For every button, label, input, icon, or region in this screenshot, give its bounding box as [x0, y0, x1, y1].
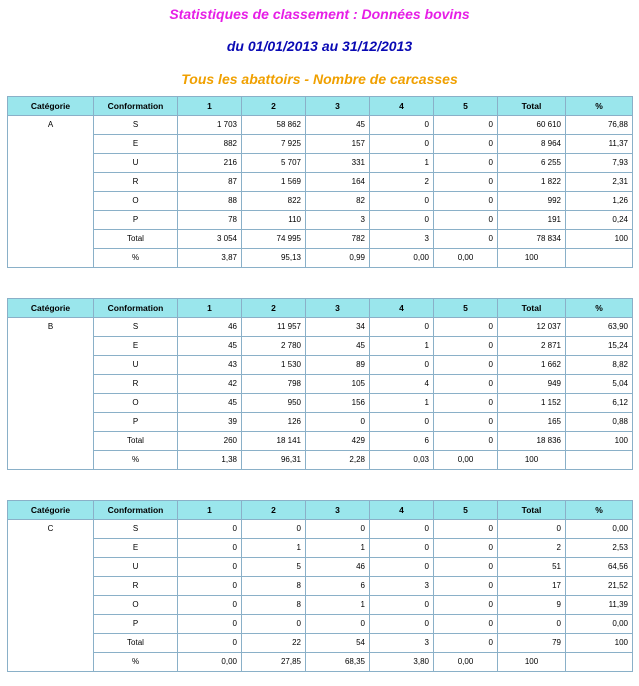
- value-cell: 46: [306, 558, 370, 577]
- conformation-cell: Total: [94, 634, 178, 653]
- total-row: [8, 230, 633, 249]
- value-cell: 1 703: [178, 116, 242, 135]
- table-row: [8, 356, 633, 375]
- category-cell: [8, 451, 94, 470]
- value-cell: 0,00: [434, 249, 498, 268]
- value-cell: 6: [306, 577, 370, 596]
- stats-table-category-b: [7, 298, 633, 470]
- value-cell: 0,99: [306, 249, 370, 268]
- value-cell: 58 862: [242, 116, 306, 135]
- table-header-row: [8, 97, 633, 116]
- category-cell: [8, 634, 94, 653]
- value-cell: 0: [434, 413, 498, 432]
- value-cell: 0: [434, 230, 498, 249]
- value-cell: 82: [306, 192, 370, 211]
- total-cell: 79: [498, 634, 566, 653]
- value-cell: 216: [178, 154, 242, 173]
- value-cell: 3 054: [178, 230, 242, 249]
- category-cell: A: [8, 116, 94, 135]
- column-header: 4: [370, 299, 434, 318]
- table-header-row: [8, 501, 633, 520]
- value-cell: 43: [178, 356, 242, 375]
- conformation-cell: S: [94, 520, 178, 539]
- value-cell: 45: [178, 337, 242, 356]
- total-cell: 2 871: [498, 337, 566, 356]
- value-cell: 1: [242, 539, 306, 558]
- total-cell: 949: [498, 375, 566, 394]
- value-cell: 0: [370, 539, 434, 558]
- conformation-cell: P: [94, 211, 178, 230]
- value-cell: 0: [434, 615, 498, 634]
- column-header: Total: [498, 501, 566, 520]
- value-cell: 0: [434, 135, 498, 154]
- value-cell: 3: [370, 230, 434, 249]
- stats-table-category-a: [7, 96, 633, 268]
- column-header: 2: [242, 299, 306, 318]
- value-cell: 11 957: [242, 318, 306, 337]
- conformation-cell: U: [94, 558, 178, 577]
- value-cell: 0: [434, 520, 498, 539]
- conformation-cell: Total: [94, 230, 178, 249]
- table-row: [8, 211, 633, 230]
- table-row: [8, 337, 633, 356]
- percent-cell: 0,00: [566, 615, 633, 634]
- value-cell: 4: [370, 375, 434, 394]
- percent-cell: 11,39: [566, 596, 633, 615]
- category-cell: [8, 249, 94, 268]
- value-cell: 0: [434, 192, 498, 211]
- column-header: Conformation: [94, 501, 178, 520]
- conformation-cell: E: [94, 337, 178, 356]
- table-row: [8, 520, 633, 539]
- value-cell: 260: [178, 432, 242, 451]
- total-cell: 165: [498, 413, 566, 432]
- value-cell: 0: [434, 394, 498, 413]
- value-cell: 0: [370, 356, 434, 375]
- value-cell: 0: [178, 558, 242, 577]
- value-cell: 0: [434, 337, 498, 356]
- table-row: [8, 539, 633, 558]
- value-cell: 0: [434, 356, 498, 375]
- column-header: Catégorie: [8, 501, 94, 520]
- value-cell: 0,00: [370, 249, 434, 268]
- percent-cell: [566, 451, 633, 470]
- category-cell: [8, 577, 94, 596]
- value-cell: 1: [306, 539, 370, 558]
- column-header: 5: [434, 97, 498, 116]
- percent-cell: 5,04: [566, 375, 633, 394]
- value-cell: 0: [370, 135, 434, 154]
- category-cell: [8, 356, 94, 375]
- value-cell: 3: [370, 634, 434, 653]
- value-cell: 0: [370, 615, 434, 634]
- percent-cell: 0,88: [566, 413, 633, 432]
- value-cell: 0: [370, 413, 434, 432]
- value-cell: 0: [306, 520, 370, 539]
- conformation-cell: R: [94, 577, 178, 596]
- value-cell: 0: [370, 192, 434, 211]
- value-cell: 74 995: [242, 230, 306, 249]
- table-row: [8, 413, 633, 432]
- percent-cell: 2,53: [566, 539, 633, 558]
- conformation-cell: %: [94, 653, 178, 672]
- value-cell: 157: [306, 135, 370, 154]
- total-cell: 9: [498, 596, 566, 615]
- value-cell: 3,87: [178, 249, 242, 268]
- column-header: Conformation: [94, 299, 178, 318]
- percent-row: [8, 249, 633, 268]
- value-cell: 0: [306, 615, 370, 634]
- value-cell: 0: [178, 520, 242, 539]
- column-header: %: [566, 501, 633, 520]
- value-cell: 882: [178, 135, 242, 154]
- value-cell: 18 141: [242, 432, 306, 451]
- category-cell: [8, 192, 94, 211]
- percent-cell: 1,26: [566, 192, 633, 211]
- value-cell: 1,38: [178, 451, 242, 470]
- value-cell: 0: [242, 615, 306, 634]
- category-cell: [8, 539, 94, 558]
- value-cell: 22: [242, 634, 306, 653]
- value-cell: 331: [306, 154, 370, 173]
- value-cell: 0: [178, 634, 242, 653]
- category-cell: [8, 413, 94, 432]
- percent-cell: [566, 653, 633, 672]
- value-cell: 1 530: [242, 356, 306, 375]
- conformation-cell: E: [94, 539, 178, 558]
- conformation-cell: O: [94, 596, 178, 615]
- total-cell: 100: [498, 451, 566, 470]
- value-cell: 34: [306, 318, 370, 337]
- percent-row: [8, 653, 633, 672]
- total-cell: 100: [498, 249, 566, 268]
- category-cell: [8, 394, 94, 413]
- table-row: [8, 192, 633, 211]
- percent-cell: 7,93: [566, 154, 633, 173]
- table-row: [8, 394, 633, 413]
- conformation-cell: P: [94, 615, 178, 634]
- value-cell: 0: [434, 211, 498, 230]
- value-cell: 87: [178, 173, 242, 192]
- value-cell: 8: [242, 596, 306, 615]
- value-cell: 6: [370, 432, 434, 451]
- value-cell: 798: [242, 375, 306, 394]
- table-row: [8, 116, 633, 135]
- percent-cell: 2,31: [566, 173, 633, 192]
- total-cell: 0: [498, 520, 566, 539]
- column-header: 1: [178, 299, 242, 318]
- conformation-cell: Total: [94, 432, 178, 451]
- total-cell: 51: [498, 558, 566, 577]
- value-cell: 8: [242, 577, 306, 596]
- value-cell: 0: [434, 539, 498, 558]
- table-row: [8, 135, 633, 154]
- value-cell: 782: [306, 230, 370, 249]
- column-header: 4: [370, 501, 434, 520]
- value-cell: 3,80: [370, 653, 434, 672]
- column-header: Conformation: [94, 97, 178, 116]
- conformation-cell: E: [94, 135, 178, 154]
- table-row: [8, 596, 633, 615]
- value-cell: 0: [242, 520, 306, 539]
- category-cell: [8, 230, 94, 249]
- value-cell: 54: [306, 634, 370, 653]
- value-cell: 96,31: [242, 451, 306, 470]
- column-header: 5: [434, 299, 498, 318]
- category-cell: [8, 653, 94, 672]
- table-header-row: [8, 299, 633, 318]
- total-cell: 1 152: [498, 394, 566, 413]
- value-cell: 2 780: [242, 337, 306, 356]
- value-cell: 0: [434, 596, 498, 615]
- percent-row: [8, 451, 633, 470]
- value-cell: 0: [178, 615, 242, 634]
- category-cell: B: [8, 318, 94, 337]
- value-cell: 0: [434, 577, 498, 596]
- table-row: [8, 375, 633, 394]
- total-cell: 60 610: [498, 116, 566, 135]
- value-cell: 0: [370, 558, 434, 577]
- value-cell: 68,35: [306, 653, 370, 672]
- percent-cell: 15,24: [566, 337, 633, 356]
- table-row: [8, 154, 633, 173]
- percent-cell: 11,37: [566, 135, 633, 154]
- value-cell: 89: [306, 356, 370, 375]
- value-cell: 0: [434, 154, 498, 173]
- value-cell: 0: [434, 375, 498, 394]
- total-cell: 18 836: [498, 432, 566, 451]
- total-row: [8, 432, 633, 451]
- value-cell: 39: [178, 413, 242, 432]
- category-cell: [8, 432, 94, 451]
- total-cell: 6 255: [498, 154, 566, 173]
- value-cell: 1: [370, 154, 434, 173]
- percent-cell: 63,90: [566, 318, 633, 337]
- percent-cell: 8,82: [566, 356, 633, 375]
- table-row: [8, 318, 633, 337]
- column-header: 3: [306, 501, 370, 520]
- percent-cell: 100: [566, 230, 633, 249]
- value-cell: 42: [178, 375, 242, 394]
- column-header: 3: [306, 299, 370, 318]
- value-cell: 110: [242, 211, 306, 230]
- total-cell: 191: [498, 211, 566, 230]
- percent-cell: 76,88: [566, 116, 633, 135]
- total-cell: 1 662: [498, 356, 566, 375]
- value-cell: 0: [434, 116, 498, 135]
- percent-cell: 64,56: [566, 558, 633, 577]
- column-header: 1: [178, 501, 242, 520]
- conformation-cell: O: [94, 394, 178, 413]
- category-cell: [8, 135, 94, 154]
- value-cell: 156: [306, 394, 370, 413]
- value-cell: 95,13: [242, 249, 306, 268]
- total-row: [8, 634, 633, 653]
- value-cell: 3: [370, 577, 434, 596]
- category-cell: [8, 375, 94, 394]
- total-cell: 1 822: [498, 173, 566, 192]
- table-row: [8, 558, 633, 577]
- category-cell: [8, 154, 94, 173]
- total-cell: 78 834: [498, 230, 566, 249]
- value-cell: 3: [306, 211, 370, 230]
- category-cell: C: [8, 520, 94, 539]
- value-cell: 0: [178, 596, 242, 615]
- value-cell: 7 925: [242, 135, 306, 154]
- report-period: du 01/01/2013 au 31/12/2013: [226, 38, 413, 54]
- value-cell: 126: [242, 413, 306, 432]
- value-cell: 0: [434, 558, 498, 577]
- report-subtitle: Tous les abattoirs - Nombre de carcasses: [181, 71, 458, 87]
- value-cell: 27,85: [242, 653, 306, 672]
- value-cell: 1: [370, 394, 434, 413]
- column-header: 2: [242, 501, 306, 520]
- total-cell: 2: [498, 539, 566, 558]
- value-cell: 0: [434, 318, 498, 337]
- conformation-cell: O: [94, 192, 178, 211]
- value-cell: 1 569: [242, 173, 306, 192]
- value-cell: 0: [434, 432, 498, 451]
- column-header: 4: [370, 97, 434, 116]
- conformation-cell: S: [94, 318, 178, 337]
- value-cell: 78: [178, 211, 242, 230]
- total-cell: 17: [498, 577, 566, 596]
- percent-cell: 100: [566, 432, 633, 451]
- column-header: Catégorie: [8, 299, 94, 318]
- column-header: 2: [242, 97, 306, 116]
- value-cell: 0,00: [434, 451, 498, 470]
- conformation-cell: P: [94, 413, 178, 432]
- value-cell: 1: [306, 596, 370, 615]
- value-cell: 46: [178, 318, 242, 337]
- percent-cell: 0,00: [566, 520, 633, 539]
- value-cell: 429: [306, 432, 370, 451]
- table-row: [8, 615, 633, 634]
- conformation-cell: R: [94, 173, 178, 192]
- value-cell: 164: [306, 173, 370, 192]
- percent-cell: 6,12: [566, 394, 633, 413]
- value-cell: 0: [306, 413, 370, 432]
- column-header: %: [566, 299, 633, 318]
- value-cell: 0,00: [434, 653, 498, 672]
- column-header: %: [566, 97, 633, 116]
- column-header: 1: [178, 97, 242, 116]
- table-row: [8, 577, 633, 596]
- category-cell: [8, 558, 94, 577]
- value-cell: 0: [178, 539, 242, 558]
- value-cell: 0: [370, 116, 434, 135]
- value-cell: 822: [242, 192, 306, 211]
- value-cell: 0: [370, 596, 434, 615]
- value-cell: 1: [370, 337, 434, 356]
- value-cell: 45: [178, 394, 242, 413]
- table-row: [8, 173, 633, 192]
- stats-table-category-c: [7, 500, 633, 672]
- value-cell: 5 707: [242, 154, 306, 173]
- total-cell: 0: [498, 615, 566, 634]
- value-cell: 5: [242, 558, 306, 577]
- value-cell: 2: [370, 173, 434, 192]
- category-cell: [8, 596, 94, 615]
- conformation-cell: R: [94, 375, 178, 394]
- value-cell: 105: [306, 375, 370, 394]
- total-cell: 100: [498, 653, 566, 672]
- value-cell: 0,03: [370, 451, 434, 470]
- value-cell: 0,00: [178, 653, 242, 672]
- value-cell: 45: [306, 337, 370, 356]
- value-cell: 45: [306, 116, 370, 135]
- value-cell: 0: [178, 577, 242, 596]
- column-header: 5: [434, 501, 498, 520]
- value-cell: 950: [242, 394, 306, 413]
- value-cell: 0: [434, 634, 498, 653]
- category-cell: [8, 337, 94, 356]
- percent-cell: [566, 249, 633, 268]
- report-title: Statistiques de classement : Données bovins: [169, 6, 470, 22]
- column-header: Catégorie: [8, 97, 94, 116]
- percent-cell: 21,52: [566, 577, 633, 596]
- value-cell: 0: [370, 520, 434, 539]
- column-header: Total: [498, 97, 566, 116]
- value-cell: 88: [178, 192, 242, 211]
- conformation-cell: S: [94, 116, 178, 135]
- column-header: Total: [498, 299, 566, 318]
- percent-cell: 0,24: [566, 211, 633, 230]
- category-cell: [8, 173, 94, 192]
- category-cell: [8, 615, 94, 634]
- total-cell: 8 964: [498, 135, 566, 154]
- conformation-cell: %: [94, 249, 178, 268]
- conformation-cell: U: [94, 356, 178, 375]
- value-cell: 0: [370, 211, 434, 230]
- total-cell: 992: [498, 192, 566, 211]
- category-cell: [8, 211, 94, 230]
- column-header: 3: [306, 97, 370, 116]
- conformation-cell: U: [94, 154, 178, 173]
- value-cell: 0: [434, 173, 498, 192]
- value-cell: 0: [370, 318, 434, 337]
- value-cell: 2,28: [306, 451, 370, 470]
- percent-cell: 100: [566, 634, 633, 653]
- total-cell: 12 037: [498, 318, 566, 337]
- conformation-cell: %: [94, 451, 178, 470]
